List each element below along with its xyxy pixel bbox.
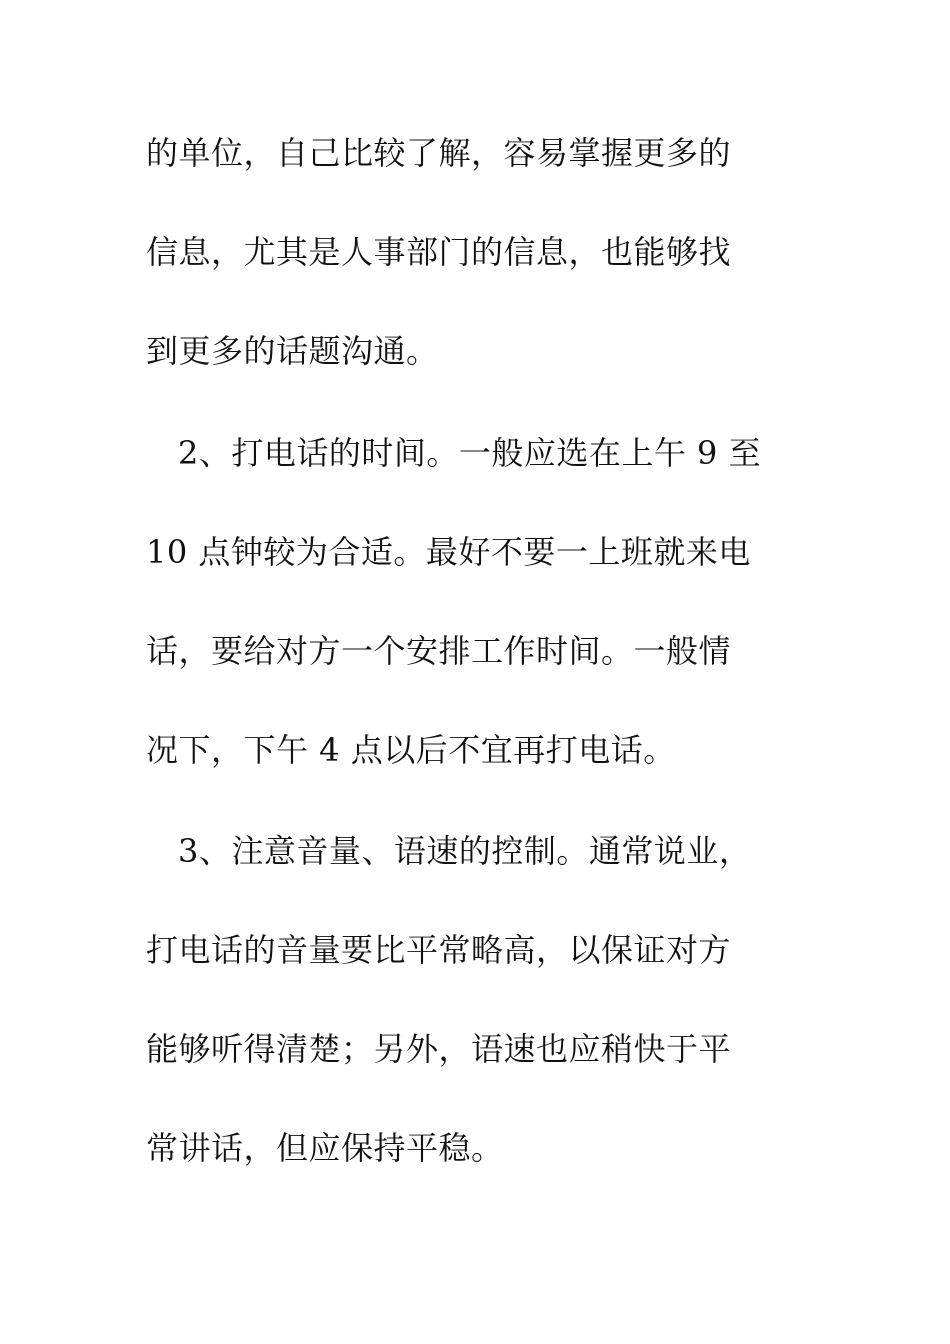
paragraph-line: 10 点钟较为合适。最好不要一上班就来电 — [146, 533, 751, 571]
paragraph-line-item-2: 2、打电话的时间。一般应选在上午 9 至 — [178, 434, 762, 472]
paragraph-line: 到更多的话题沟通。 — [146, 332, 439, 370]
paragraph-line-item-3: 3、注意音量、语速的控制。通常说业， — [178, 832, 752, 870]
paragraph-line: 的单位，自己比较了解，容易掌握更多的 — [146, 134, 732, 172]
paragraph-line: 况下，下午 4 点以后不宜再打电话。 — [146, 731, 676, 769]
paragraph-line: 打电话的音量要比平常略高，以保证对方 — [146, 931, 732, 969]
paragraph-line: 信息，尤其是人事部门的信息，也能够找 — [146, 233, 732, 271]
paragraph-line: 常讲话，但应保持平稳。 — [146, 1129, 504, 1167]
paragraph-line: 能够听得清楚；另外，语速也应稍快于平 — [146, 1030, 732, 1068]
paragraph-line: 话，要给对方一个安排工作时间。一般情 — [146, 632, 732, 670]
